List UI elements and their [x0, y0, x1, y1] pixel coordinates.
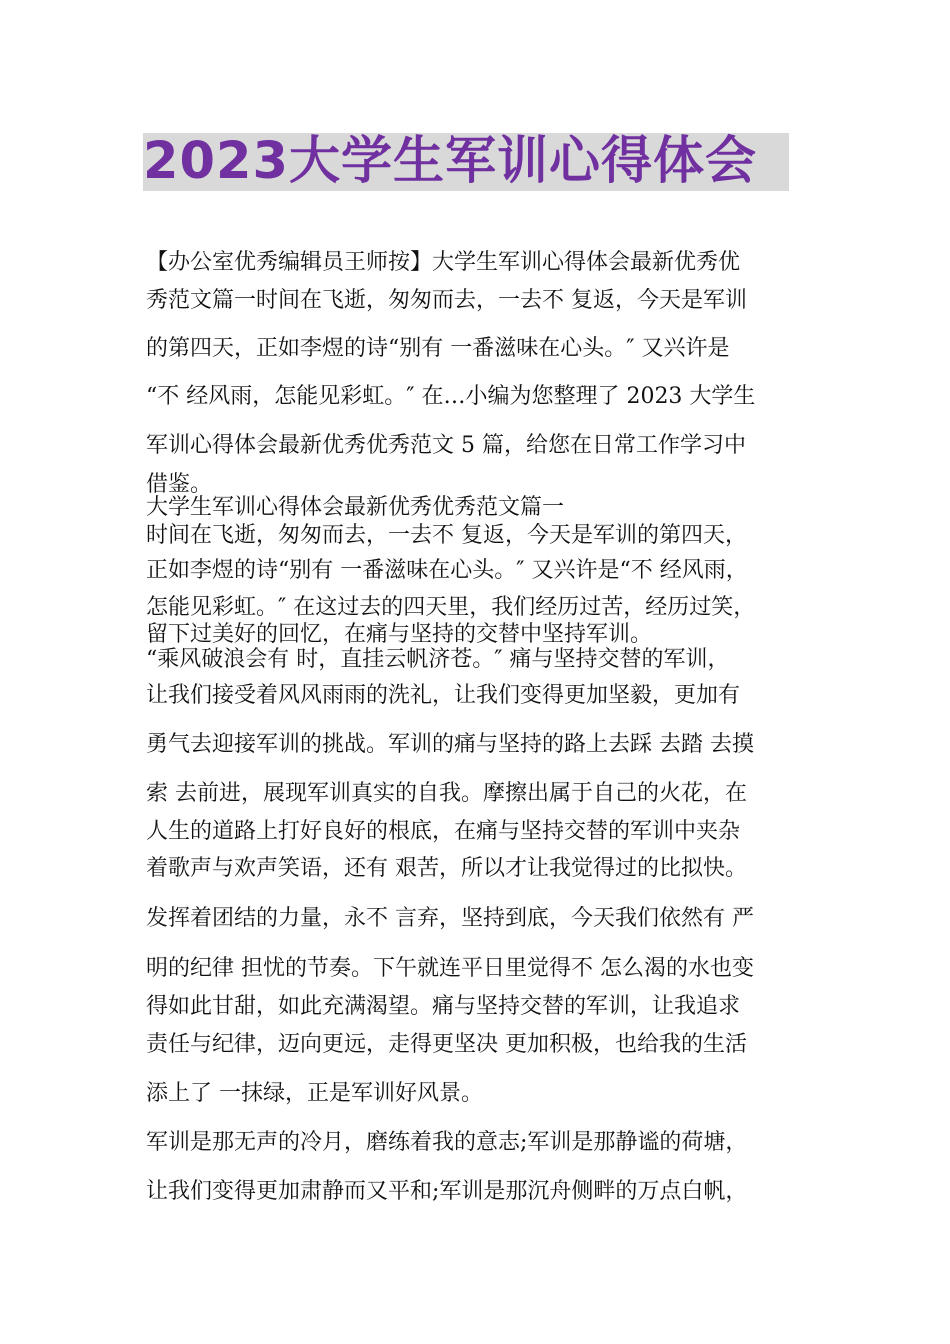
section-heading: 大学生军训心得体会最新优秀优秀范文篇一	[146, 495, 565, 520]
text-line: 人生的道路上打好良好的根底，在痛与坚持交替的军训中夹杂	[146, 819, 741, 844]
text-line: 明的纪律 担忧的节奏。下午就连平日里觉得不 怎么渴的水也变	[146, 956, 754, 981]
document-title: 2023大学生军训心得体会	[143, 132, 757, 191]
text-line: “不 经风雨，怎能见彩虹。″ 在…小编为您整理了 2023 大学生	[146, 384, 756, 409]
text-line: 怎能见彩虹。″ 在这过去的四天里，我们经历过苦，经历过笑，	[146, 595, 756, 620]
text-line: 得如此甘甜，如此充满渴望。痛与坚持交替的军训，让我追求	[146, 994, 741, 1019]
text-line: 发挥着团结的力量，永不 言弃，坚持到底，今天我们依然有 严	[146, 906, 754, 931]
text-line: 军训心得体会最新优秀优秀范文 5 篇，给您在日常工作学习中	[146, 433, 746, 458]
text-line: 时间在飞逝，匆匆而去，一去不 复返，今天是军训的第四天，	[146, 523, 747, 548]
text-line: 让我们变得更加肃静而又平和;军训是那沉舟侧畔的万点白帆，	[146, 1179, 748, 1204]
text-line: 秀范文篇一时间在飞逝，匆匆而去，一去不 复返，今天是军训	[146, 288, 747, 313]
text-line: 责任与纪律，迈向更远，走得更坚决 更加积极，也给我的生活	[146, 1032, 747, 1057]
text-line: 着歌声与欢声笑语，还有 艰苦，所以才让我觉得过的比拟快。	[146, 856, 747, 881]
text-line: 的第四天，正如李煜的诗“别有 一番滋味在心头。″ 又兴许是	[146, 336, 730, 361]
text-line: 勇气去迎接军训的挑战。军训的痛与坚持的路上去踩 去踏 去摸	[146, 732, 754, 757]
text-line: 索 去前进，展现军训真实的自我。摩擦出属于自己的火花，在	[146, 781, 747, 806]
text-line: 正如李煜的诗“别有 一番滋味在心头。″ 又兴许是“不 经风雨，	[146, 558, 748, 583]
text-line: 添上了 一抹绿，正是军训好风景。	[146, 1081, 483, 1106]
text-line: 借鉴。	[146, 472, 213, 497]
text-line: 让我们接受着风风雨雨的洗礼，让我们变得更加坚毅，更加有	[146, 683, 741, 708]
text-line: 留下过美好的回忆，在痛与坚持的交替中坚持军训。	[146, 622, 653, 647]
text-line: 【办公室优秀编辑员王师按】大学生军训心得体会最新优秀优	[146, 250, 741, 275]
text-line: 军训是那无声的冷月，磨练着我的意志;军训是那静谧的荷塘，	[146, 1130, 748, 1155]
text-line: “乘风破浪会有 时，直挂云帆济苍。″ 痛与坚持交替的军训，	[146, 647, 730, 672]
